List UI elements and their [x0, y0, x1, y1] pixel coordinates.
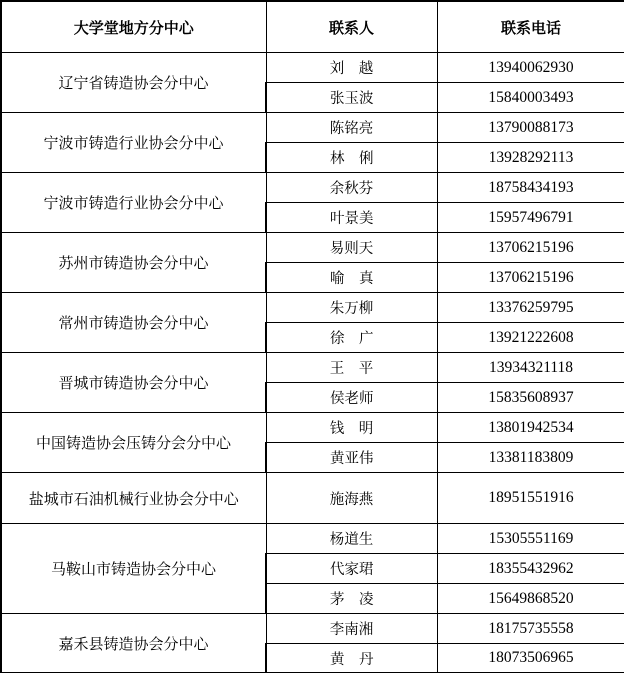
contact-name: 茅 凌 — [266, 584, 437, 614]
contact-phone: 15305551169 — [437, 524, 624, 554]
contact-name: 朱万柳 — [266, 293, 437, 323]
contact-name: 施海燕 — [266, 473, 437, 524]
contact-phone: 18355432962 — [437, 554, 624, 584]
contact-phone: 13928292113 — [437, 143, 624, 173]
header-contact: 联系人 — [266, 1, 437, 53]
contact-name: 刘 越 — [266, 53, 437, 83]
contact-name: 林 俐 — [266, 143, 437, 173]
contact-phone: 15840003493 — [437, 83, 624, 113]
table-row — [1, 614, 624, 644]
table-row — [1, 53, 624, 83]
contact-phone: 15649868520 — [437, 584, 624, 614]
contact-name: 杨道生 — [266, 524, 437, 554]
contact-name: 李南湘 — [266, 614, 437, 644]
contact-name: 张玉波 — [266, 83, 437, 113]
contact-name: 叶景美 — [266, 203, 437, 233]
center-name: 马鞍山市铸造协会分中心 — [1, 524, 266, 614]
center-name: 宁波市铸造行业协会分中心 — [1, 113, 266, 173]
contact-name: 陈铭亮 — [266, 113, 437, 143]
contact-name: 侯老师 — [266, 383, 437, 413]
contact-phone: 13921222608 — [437, 323, 624, 353]
contact-name: 易则天 — [266, 233, 437, 263]
center-name: 辽宁省铸造协会分中心 — [1, 53, 266, 113]
contact-name: 钱 明 — [266, 413, 437, 443]
contact-phone: 13801942534 — [437, 413, 624, 443]
contact-phone: 13706215196 — [437, 233, 624, 263]
header-center: 大学堂地方分中心 — [1, 1, 266, 53]
contact-name: 代家珺 — [266, 554, 437, 584]
center-name: 常州市铸造协会分中心 — [1, 293, 266, 353]
center-name: 宁波市铸造行业协会分中心 — [1, 173, 266, 233]
contact-phone: 13376259795 — [437, 293, 624, 323]
contact-phone: 18951551916 — [437, 473, 624, 524]
table-row — [1, 524, 624, 554]
table-row — [1, 113, 624, 143]
table-row — [1, 173, 624, 203]
header-row — [1, 1, 624, 53]
table-row — [1, 293, 624, 323]
center-name: 嘉禾县铸造协会分中心 — [1, 614, 266, 673]
contact-name: 黄亚伟 — [266, 443, 437, 473]
contact-name: 喻 真 — [266, 263, 437, 293]
contact-name: 王 平 — [266, 353, 437, 383]
contact-phone: 15957496791 — [437, 203, 624, 233]
table-row — [1, 353, 624, 383]
contact-name: 徐 广 — [266, 323, 437, 353]
header-phone: 联系电话 — [437, 1, 624, 53]
table-row — [1, 473, 624, 524]
contact-phone: 15835608937 — [437, 383, 624, 413]
contact-name: 余秋芬 — [266, 173, 437, 203]
contact-phone: 13381183809 — [437, 443, 624, 473]
contact-phone: 18073506965 — [437, 644, 624, 673]
center-name: 晋城市铸造协会分中心 — [1, 353, 266, 413]
center-name: 中国铸造协会压铸分会分中心 — [1, 413, 266, 473]
center-name: 苏州市铸造协会分中心 — [1, 233, 266, 293]
contact-phone: 13940062930 — [437, 53, 624, 83]
center-name: 盐城市石油机械行业协会分中心 — [1, 473, 266, 524]
contact-name: 黄 丹 — [266, 644, 437, 673]
table-row — [1, 233, 624, 263]
contact-phone: 13790088173 — [437, 113, 624, 143]
contact-phone: 18758434193 — [437, 173, 624, 203]
table-row — [1, 413, 624, 443]
contact-phone: 18175735558 — [437, 614, 624, 644]
contact-phone: 13934321118 — [437, 353, 624, 383]
contact-phone: 13706215196 — [437, 263, 624, 293]
